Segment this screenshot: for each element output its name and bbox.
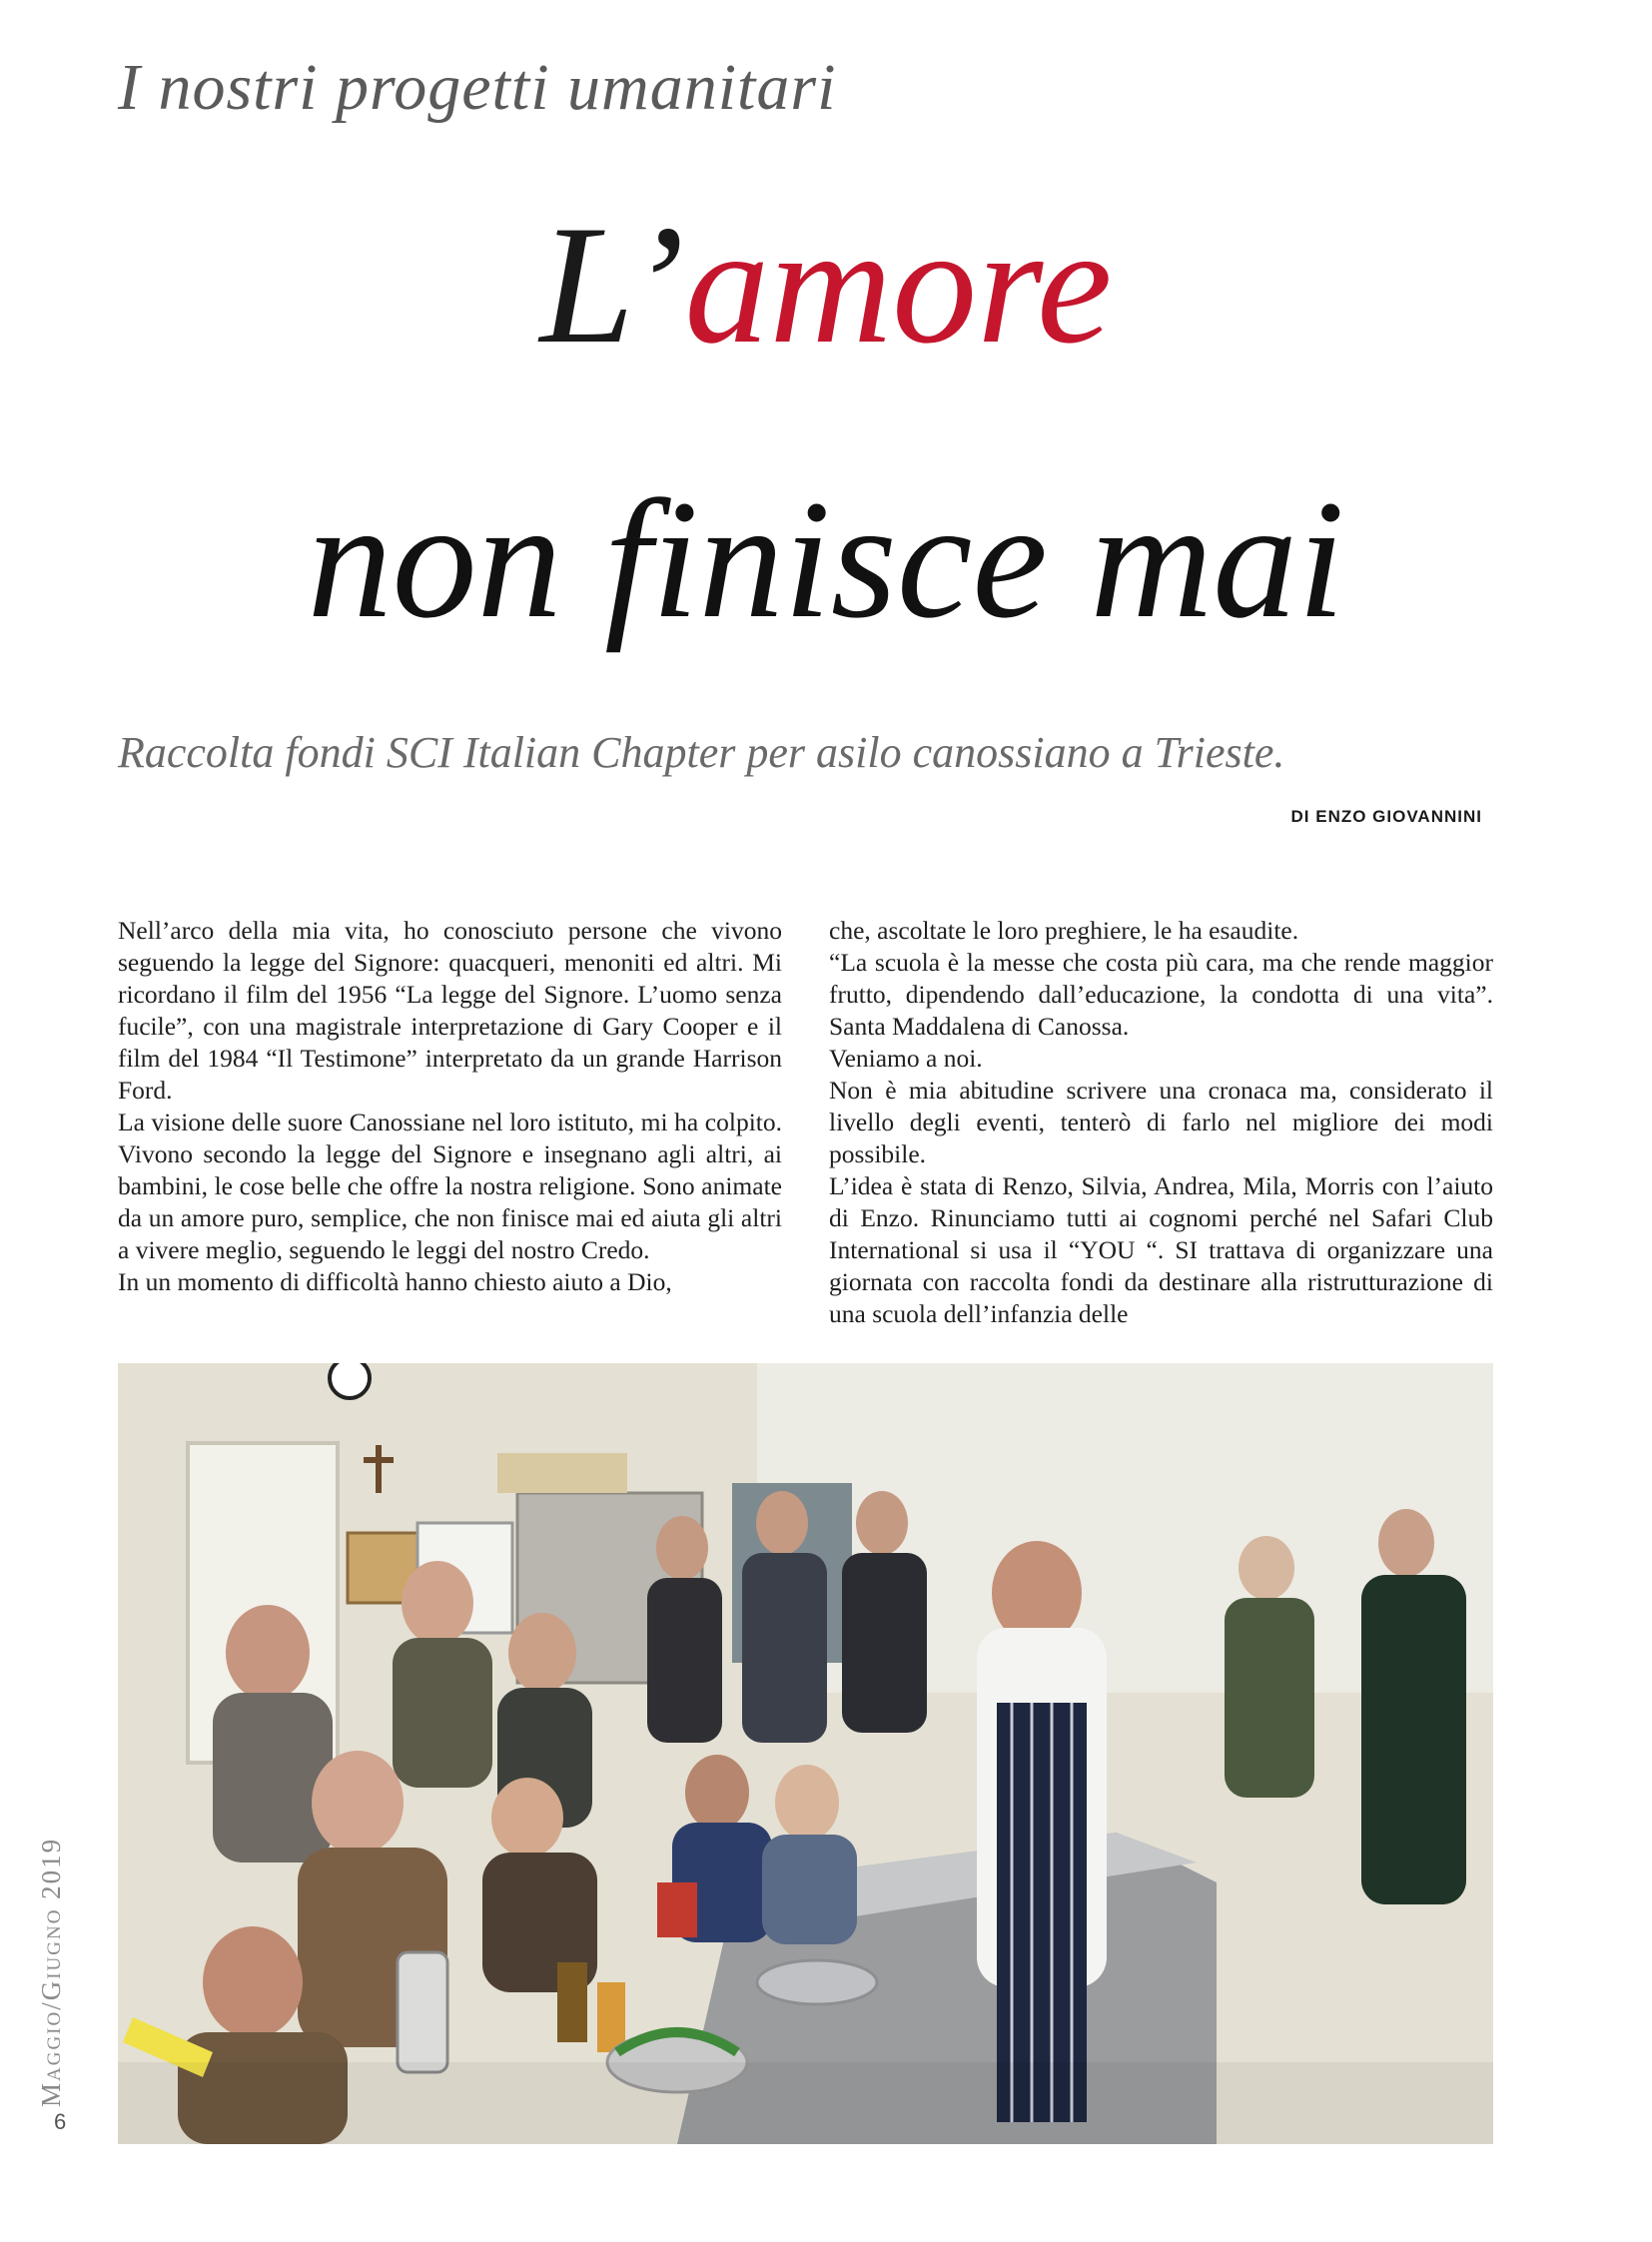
issue-date: Maggio/Giugno 2019 <box>36 1837 66 2107</box>
article-column-right <box>829 915 1493 1330</box>
headline-accent-word: amore <box>684 191 1113 378</box>
paragraph: che, ascoltate le loro preghiere, le ha esaudite. <box>829 916 1299 945</box>
subtitle: Raccolta fondi SCI Italian Chapter per asilo canossiano a Trieste. <box>118 728 1285 777</box>
paragraph: Non è mia abitudine scrivere una cronaca ma, considerato il livello degli eventi, tenterò di farlo nel migliore dei modi possibile. <box>829 1076 1493 1168</box>
paragraph: L’idea è stata di Renzo, Silvia, Andrea, Mila, Morris con l’aiuto di Enzo. Rinunciamo tutti ai cognomi perché nel Safari Club International si usa il “YOU “. SI trattava di organizzare una giornata con raccolta fondi da destinare alla ristrutturazione di una scuola dell’infanzia delle <box>829 1171 1493 1328</box>
article-photo <box>118 1363 1493 2144</box>
headline-prefix: L’ <box>539 191 685 378</box>
paragraph: Veniamo a noi. <box>829 1044 983 1073</box>
paragraph: Nell’arco della mia vita, ho conosciuto persone che vivono seguendo la legge del Signore: quacqueri, menoniti ed altri. Mi ricordano il film del 1956 “La legge del Signore. L’uomo senza fucile”, con una magistrale interpretazione di Gary Cooper e il film del 1984 “Il Testimone” interpretato da un grande Harrison Ford. <box>118 916 782 1105</box>
headline-line-2: non finisce mai <box>307 465 1345 653</box>
page-number: 6 <box>54 2109 67 2134</box>
byline: DI ENZO GIOVANNINI <box>1290 807 1482 826</box>
paragraph: “La scuola è la messe che costa più cara, ma che rende maggior frutto, dipendendo dall’educazione, la condotta di una vita”. Santa Maddalena di Canossa. <box>829 948 1493 1041</box>
paragraph: In un momento di difficoltà hanno chiesto aiuto a Dio, <box>118 1267 672 1296</box>
headline-line-1 <box>0 191 1652 378</box>
section-title: I nostri progetti umanitari <box>118 51 837 124</box>
article-column-left <box>118 915 782 1298</box>
paragraph: La visione delle suore Canossiane nel loro istituto, mi ha colpito. Vivono secondo la legge del Signore e insegnano agli altri, ai bambini, le cose belle che offre la nostra religione. Sono animate da un amore puro, semplice, che non finisce mai ed aiuta gli altri a vivere meglio, seguendo le leggi del nostro Credo. <box>118 1108 782 1264</box>
